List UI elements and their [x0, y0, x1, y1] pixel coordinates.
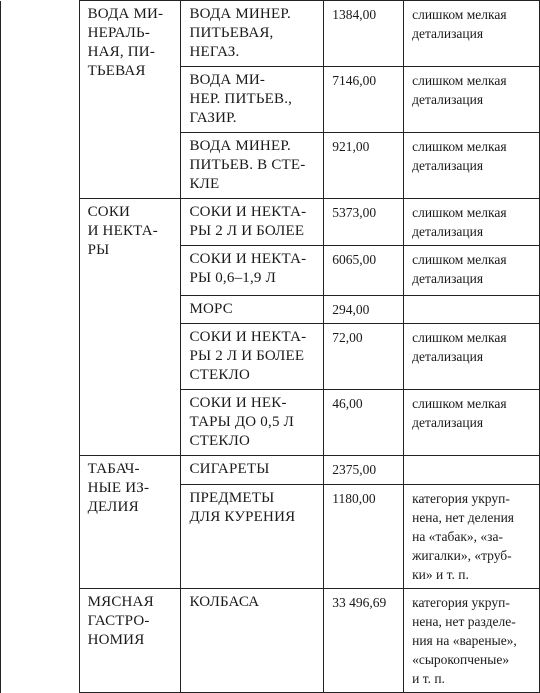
group-label: МЯСНАЯ ГАСТРО- НОМИЯ [87, 594, 154, 648]
note-cell [404, 246, 540, 296]
note-cell [404, 324, 540, 390]
note-cell [404, 485, 540, 589]
item-cell [181, 133, 324, 199]
note-cell [404, 1, 540, 67]
value-cell [324, 133, 404, 199]
item-cell [181, 246, 324, 296]
item-cell [181, 456, 324, 485]
group-cell [79, 1, 181, 199]
note-cell [404, 133, 540, 199]
group-label: ВОДА МИ- НЕРАЛЬ- НАЯ, ПИ- ТЬЕВАЯ [87, 6, 164, 79]
item-value: 294,00 [332, 302, 370, 317]
item-label: СОКИ И НЕК- ТАРЫ ДО 0,5 Л СТЕКЛО [189, 395, 294, 449]
item-label: КОЛБАСА [189, 594, 260, 610]
item-value: 46,00 [332, 396, 363, 411]
note-cell [404, 199, 540, 246]
note-cell [404, 67, 540, 133]
value-cell [324, 589, 404, 693]
item-label: СОКИ И НЕКТА- РЫ 2 Л И БОЛЕЕ [189, 204, 307, 239]
group-label: СОКИ И НЕКТА- РЫ [87, 204, 159, 258]
item-note: категория укруп- нена, нет разделе- ния на «вареные», «сырокопченые» и т. п. [412, 595, 517, 686]
item-cell [181, 485, 324, 589]
item-cell [181, 390, 324, 456]
item-note: слишком мелкая детализация [412, 7, 507, 41]
value-cell [324, 324, 404, 390]
note-cell [404, 390, 540, 456]
item-value: 1180,00 [332, 491, 376, 506]
note-cell [404, 589, 540, 693]
item-cell [181, 1, 324, 67]
item-note: слишком мелкая детализация [412, 330, 507, 364]
item-label: ВОДА МИНЕР. ПИТЬЕВ. В СТЕ- КЛЕ [189, 138, 306, 192]
item-label: СОКИ И НЕКТА- РЫ 2 Л И БОЛЕЕ СТЕКЛО [189, 329, 307, 383]
value-cell [324, 67, 404, 133]
value-cell [324, 296, 404, 324]
group-label: ТАБАЧ- НЫЕ ИЗ- ДЕЛИЯ [87, 461, 150, 515]
group-cell [79, 199, 181, 456]
item-value: 6065,00 [332, 252, 377, 267]
item-value: 5373,00 [332, 205, 377, 220]
item-label: СОКИ И НЕКТА- РЫ 0,6–1,9 Л [189, 251, 307, 286]
item-cell [181, 589, 324, 693]
value-cell [324, 1, 404, 67]
item-note: слишком мелкая детализация [412, 205, 507, 239]
item-value: 7146,00 [332, 73, 377, 88]
item-cell [181, 67, 324, 133]
item-value: 33 496,69 [332, 595, 387, 610]
item-note: слишком мелкая детализация [412, 396, 507, 430]
item-value: 1384,00 [332, 7, 377, 22]
item-note: категория укруп- нена, нет деления на «табак», «за- жигалки», «труб- ки» и т. п. [412, 491, 515, 582]
left-margin-column [1, 1, 80, 693]
item-label: СИГАРЕТЫ [189, 461, 270, 477]
item-value: 72,00 [332, 330, 363, 345]
note-cell [404, 296, 540, 324]
value-cell [324, 199, 404, 246]
value-cell [324, 390, 404, 456]
item-cell [181, 324, 324, 390]
note-cell [404, 456, 540, 485]
item-label: ВОДА МИНЕР. ПИТЬЕВАЯ, НЕГАЗ. [189, 6, 291, 60]
value-cell [324, 485, 404, 589]
item-value: 921,00 [332, 139, 370, 154]
item-label: ПРЕДМЕТЫ ДЛЯ КУРЕНИЯ [189, 490, 296, 525]
item-label: ВОДА МИ- НЕР. ПИТЬЕВ., ГАЗИР. [189, 72, 293, 126]
group-cell [79, 589, 181, 693]
item-cell [181, 296, 324, 324]
table-row [1, 1, 540, 67]
table-row [1, 199, 540, 246]
table-row [1, 589, 540, 693]
value-cell [324, 456, 404, 485]
item-label: МОРС [189, 301, 233, 317]
value-cell [324, 246, 404, 296]
item-note: слишком мелкая детализация [412, 139, 507, 173]
item-value: 2375,00 [332, 462, 377, 477]
item-note: слишком мелкая детализация [412, 252, 507, 286]
item-note: слишком мелкая детализация [412, 73, 507, 107]
table-row [1, 456, 540, 485]
group-cell [79, 456, 181, 589]
item-cell [181, 199, 324, 246]
